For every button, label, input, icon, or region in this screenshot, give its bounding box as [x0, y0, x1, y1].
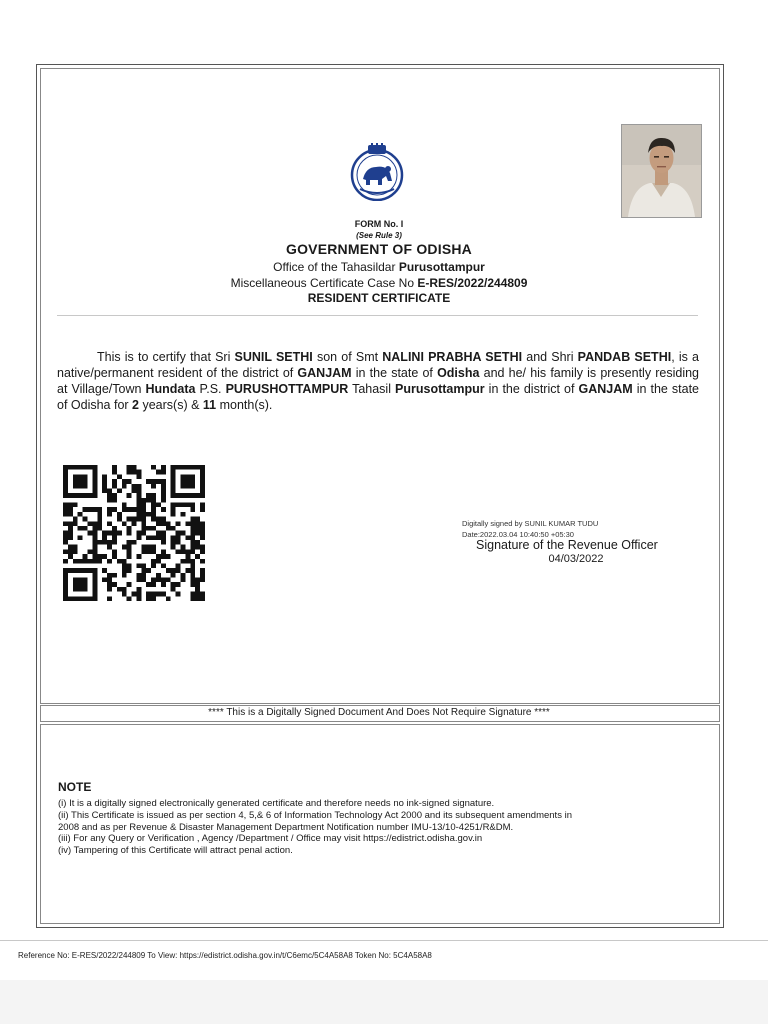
body-text-9: in the district of	[484, 382, 579, 396]
office-line	[40, 260, 718, 274]
tahasil-name: Purusottampur	[395, 382, 485, 396]
see-rule: (See Rule 3)	[356, 231, 402, 240]
holder-name: SUNIL SETHI	[234, 350, 313, 364]
body-text-3: and Shri	[522, 350, 578, 364]
government-title: GOVERNMENT OF ODISHA	[285, 241, 472, 257]
district-name-2: GANJAM	[578, 382, 633, 396]
qr-code-icon	[63, 465, 205, 601]
note-line: (iv) Tampering of this Certificate will attract penal action.	[58, 845, 293, 857]
body-text-5: in the state of	[351, 366, 438, 380]
certificate-body	[57, 349, 699, 413]
signature-title: Signature of the Revenue Officer	[476, 538, 658, 552]
state-name: Odisha	[437, 366, 480, 380]
reference-footer: Reference No: E-RES/2022/244809 To View: https://edistrict.odisha.gov.in/t/C6emc/5C4A58A8 Token No: 5C4A58A8	[18, 951, 432, 960]
odisha-state-emblem-icon	[348, 143, 406, 201]
body-text-1: This is to certify that Sri	[97, 350, 235, 364]
page-bottom-band	[0, 980, 768, 1024]
digital-sign-date: Date:2022.03.04 10:40:50 +05:30	[462, 530, 574, 539]
digital-signature-notice: **** This is a Digitally Signed Document And Does Not Require Signature ****	[208, 707, 550, 718]
form-number: FORM No. I	[354, 219, 404, 229]
mother-name: NALINI PRABHA SETHI	[382, 350, 523, 364]
district-name: GANJAM	[297, 366, 352, 380]
residence-months: 11	[202, 398, 217, 412]
body-text-2: son of Smt	[312, 350, 383, 364]
office-name: Purusottampur	[398, 260, 485, 274]
father-name: PANDAB SETHI	[577, 350, 672, 364]
applicant-photo	[621, 124, 702, 218]
note-line: (iii) For any Query or Verification , Agency /Department / Office may visit https://edistrict.odisha.gov.in	[58, 833, 483, 845]
case-line	[40, 276, 718, 290]
footer-divider	[0, 940, 768, 941]
body-text-10: in the state of Odisha for	[57, 382, 699, 412]
body-text-11: years(s) &	[139, 398, 203, 412]
note-title: NOTE	[58, 780, 92, 794]
body-text-6: and he/ his family is presently residing at Village/Town	[57, 366, 700, 396]
certificate-title: RESIDENT CERTIFICATE	[307, 291, 451, 305]
note-line: 2008 and as per Revenue & Disaster Management Department Notification number IMU-13/10-4251/R&DM.	[58, 821, 514, 833]
office-prefix: Office of the Tahasildar	[273, 260, 399, 274]
case-prefix: Miscellaneous Certificate Case No	[230, 276, 418, 290]
note-list	[58, 798, 703, 857]
body-text-8: Tahasil	[348, 382, 396, 396]
body-text-12: month(s).	[216, 398, 273, 412]
residence-years: 2	[132, 398, 139, 412]
note-line: (i) It is a digitally signed electronically generated certificate and therefore needs no ink-signed signature.	[58, 798, 495, 809]
header-divider	[57, 315, 698, 316]
digital-signer: Digitally signed by SUNIL KUMAR TUDU	[462, 519, 599, 528]
case-number: E-RES/2022/244809	[417, 276, 528, 290]
signature-date: 04/03/2022	[548, 553, 604, 565]
body-text-7: P.S.	[195, 382, 226, 396]
village-name: Hundata	[145, 382, 196, 396]
body-text-4: , is a native/permanent resident of the district of	[57, 350, 699, 380]
police-station: PURUSHOTTAMPUR	[225, 382, 349, 396]
note-line: (ii) This Certificate is issued as per section 4, 5,& 6 of Information Technology Act 2000 and its subsequent amendments in	[58, 809, 572, 821]
